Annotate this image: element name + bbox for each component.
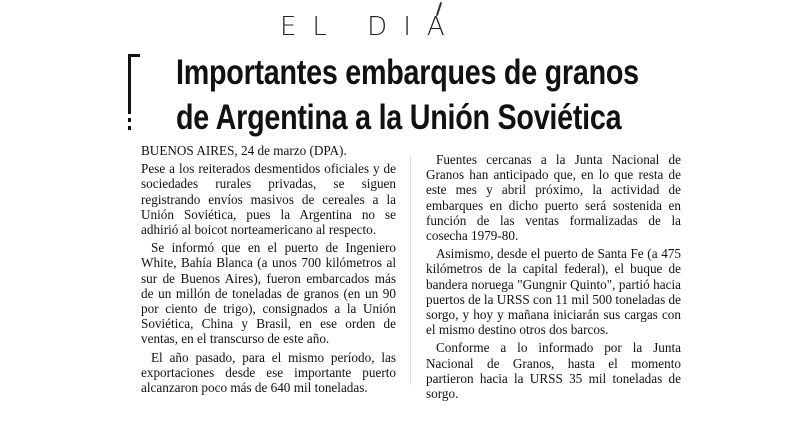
paragraph: Pese a los reiterados desmentidos oficiales y de sociedades rurales privadas, se siguen registrando envíos masivos de cereales a la Unión Soviética, pues la Argentina no se adhirió al boicot norteamericano al respecto. bbox=[141, 161, 396, 238]
clipping-bracket bbox=[128, 54, 140, 132]
article-column-1 bbox=[141, 143, 396, 398]
paragraph: Se informó que en el puerto de Ingeniero White, Bahía Blanca (a unos 700 kilómetros al sur de Buenos Aires), fueron embarcados más de un millón de toneladas de granos (en un 90 por ciento de trigo), consignados a la Unión Soviética, China y Brasil, en ese orden de ventas, en el transcurso de este año. bbox=[141, 240, 396, 347]
article-column-2 bbox=[426, 152, 681, 404]
handwritten-note: EL DIA bbox=[280, 12, 461, 42]
paragraph: Asimismo, desde el puerto de Santa Fe (a 475 kilómetros de la capital federal), el buque de bandera noruega "Gungnir Quinto", partió hacia puertos de la URSS con 11 mil 500 toneladas de sorgo, y hoy y mañana iniciarán sus cargas con el mismo destino otros dos barcos. bbox=[426, 246, 681, 338]
paragraph: Fuentes cercanas a la Junta Nacional de Granos han anticipado que, en lo que resta de este mes y abril próximo, la actividad de embarques en dicho puerto será sostenida en función de las ventas formalizadas de la cosecha 1979-80. bbox=[426, 152, 681, 244]
dateline: BUENOS AIRES, 24 de marzo (DPA). bbox=[141, 143, 347, 158]
column-divider bbox=[410, 155, 411, 385]
paragraph: El año pasado, para el mismo período, las exportaciones desde ese importante puerto alcanzaron poco más de 640 mil toneladas. bbox=[141, 349, 396, 396]
headline-line-2: de Argentina a la Unión Soviética bbox=[176, 98, 622, 137]
paragraph: Conforme a lo informado por la Junta Nacional de Granos, hasta el momento partieron hacia la URSS 35 mil toneladas de sorgo. bbox=[426, 340, 681, 402]
headline-line-1: Importantes embarques de granos bbox=[176, 53, 639, 92]
headline bbox=[176, 50, 639, 140]
